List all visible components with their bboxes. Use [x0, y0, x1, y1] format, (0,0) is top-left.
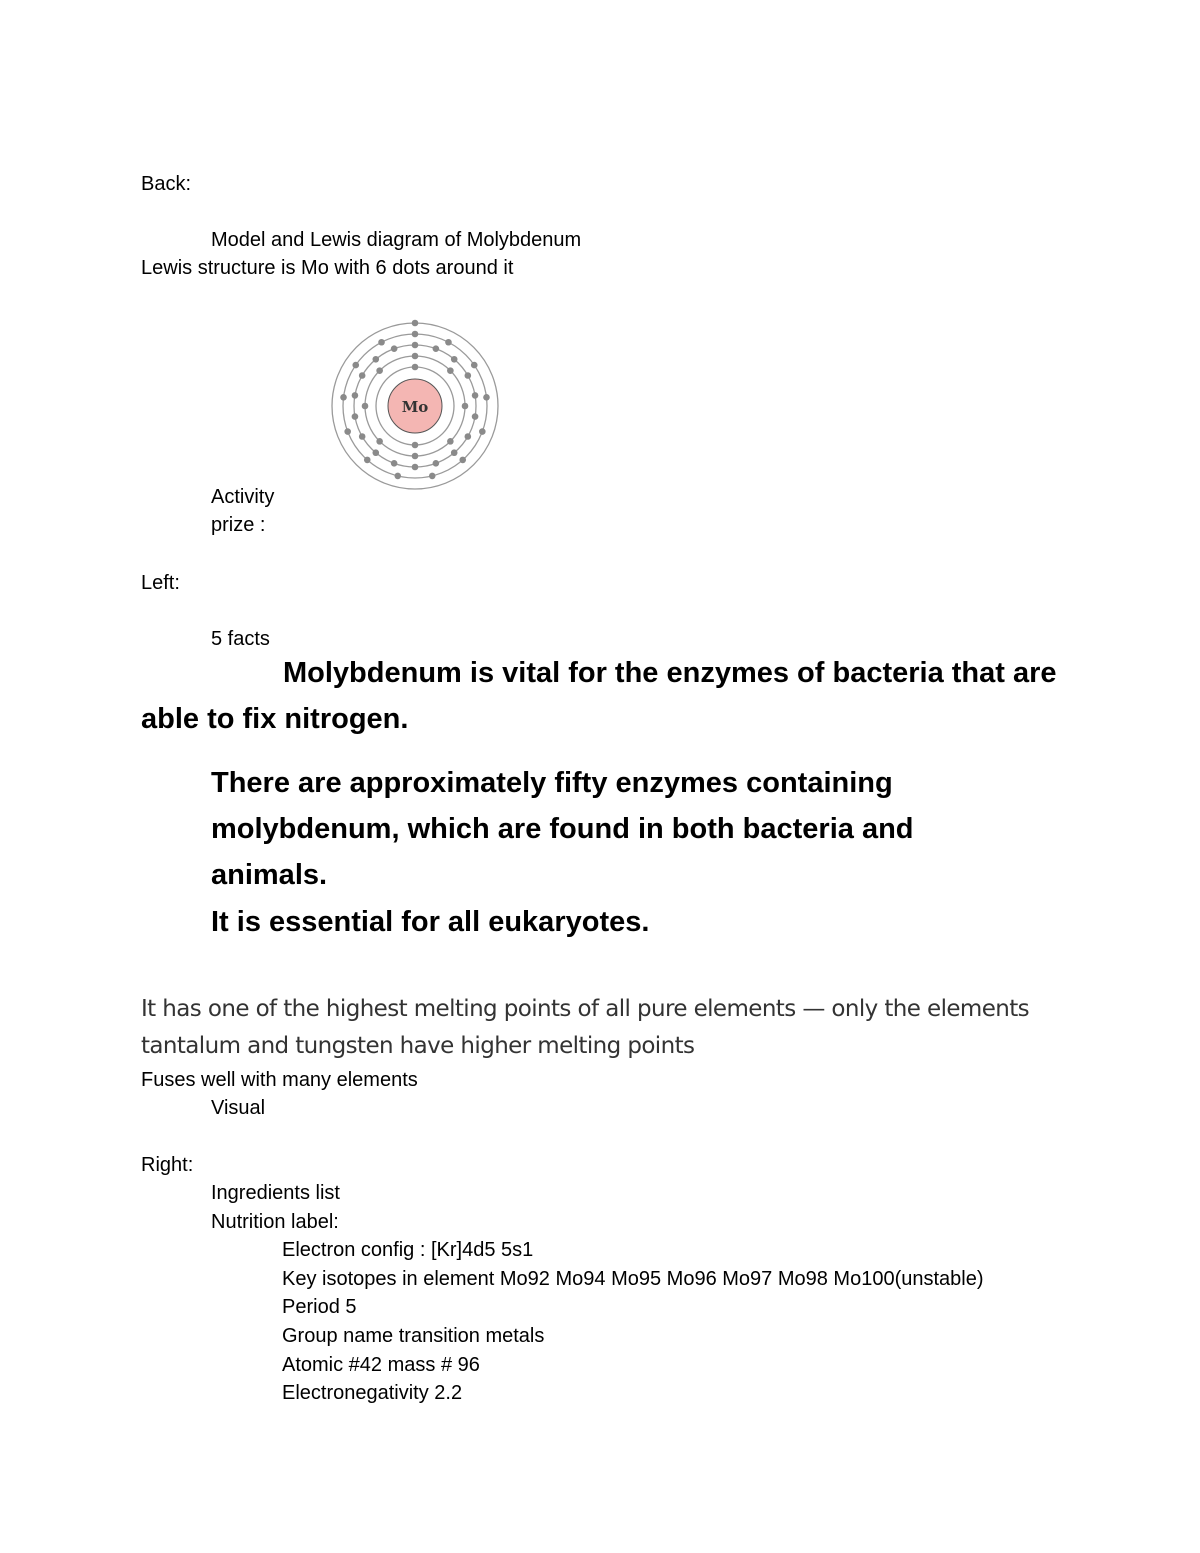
period: Period 5: [282, 1296, 357, 1318]
back-heading: Back:: [141, 173, 192, 195]
facts-label: 5 facts: [211, 628, 270, 650]
fact-5: Fuses well with many elements: [141, 1069, 418, 1091]
fact-4-line-2: tantalum and tungsten have higher melting points: [141, 1033, 695, 1059]
electron: [352, 392, 359, 399]
electron-config: Electron config : [Kr]4d5 5s1: [282, 1239, 534, 1261]
electron: [412, 331, 419, 338]
electron: [412, 342, 419, 349]
bohr-model-diagram: [320, 306, 510, 496]
electron: [394, 473, 401, 480]
electron: [459, 457, 466, 464]
electron: [471, 362, 478, 369]
electron: [412, 320, 419, 327]
electron: [451, 449, 458, 456]
electron: [451, 356, 458, 363]
electron: [412, 353, 419, 360]
electron: [412, 364, 419, 371]
electron: [352, 362, 359, 369]
electron: [429, 473, 436, 480]
electron: [462, 403, 469, 410]
nucleus-symbol: Mo: [401, 398, 429, 416]
right-heading: Right:: [141, 1154, 194, 1176]
nutrition-label-heading: Nutrition label:: [211, 1211, 339, 1233]
electronegativity: Electronegativity 2.2: [282, 1382, 463, 1404]
visual-label: Visual: [211, 1097, 266, 1119]
electron: [447, 367, 454, 374]
fact-2-line-1: There are approximately fifty enzymes containing: [211, 767, 893, 799]
electron: [472, 392, 479, 399]
electron: [359, 433, 366, 440]
fact-1: Molybdenum is vital for the enzymes of bacteria that are able to fix nitrogen.: [141, 657, 1057, 735]
lewis-note: Lewis structure is Mo with 6 dots around it: [141, 257, 514, 279]
electron: [433, 460, 440, 467]
electron: [359, 372, 366, 379]
fact-2-line-2: molybdenum, which are found in both bacteria and: [211, 813, 914, 845]
electron: [344, 428, 351, 435]
model-title: Model and Lewis diagram of Molybdenum: [211, 229, 582, 251]
electron: [465, 372, 472, 379]
electron: [479, 428, 486, 435]
electron: [445, 339, 452, 346]
electron: [362, 403, 369, 410]
electron: [376, 367, 383, 374]
atomic-number-mass: Atomic #42 mass # 96: [282, 1354, 480, 1376]
electron: [352, 413, 359, 420]
electron: [412, 464, 419, 471]
activity-prize-label-line2: prize :: [211, 514, 266, 536]
electron: [433, 345, 440, 352]
electron: [465, 433, 472, 440]
electron: [378, 339, 385, 346]
fact-3: It is essential for all eukaryotes.: [211, 906, 650, 938]
electron: [391, 345, 398, 352]
fact-2-line-3: animals.: [211, 859, 328, 891]
key-isotopes: Key isotopes in element Mo92 Mo94 Mo95 Mo96 Mo97 Mo98 Mo100(unstable): [282, 1268, 984, 1290]
electron: [472, 413, 479, 420]
electron: [483, 394, 490, 401]
electron: [376, 438, 383, 445]
electron: [412, 453, 419, 460]
left-heading: Left:: [141, 572, 180, 594]
ingredients-list-label: Ingredients list: [211, 1182, 340, 1204]
fact-4-line-1: It has one of the highest melting points of all pure elements — only the elements: [141, 996, 1030, 1022]
electron: [447, 438, 454, 445]
electron: [372, 449, 379, 456]
group-name: Group name transition metals: [282, 1325, 545, 1347]
electron: [340, 394, 347, 401]
electron: [364, 457, 371, 464]
electron: [372, 356, 379, 363]
electron: [391, 460, 398, 467]
electron: [412, 442, 419, 449]
activity-prize-label-line1: Activity: [211, 486, 275, 508]
